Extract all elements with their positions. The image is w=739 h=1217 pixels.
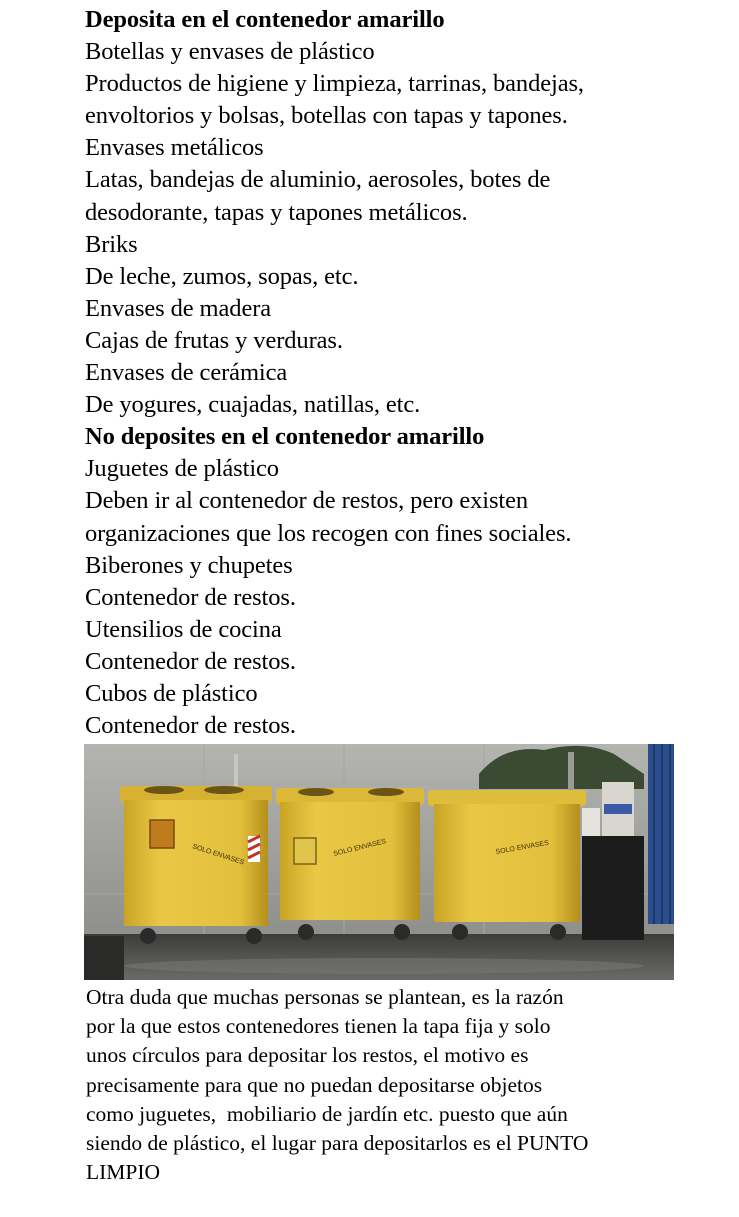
paragraph-line: LIMPIO xyxy=(86,1160,161,1185)
document-body xyxy=(85,4,715,742)
item-title-wood: Envases de madera xyxy=(85,294,272,322)
bin-label-middle: SOLO ENVASES xyxy=(332,838,387,858)
left-container xyxy=(120,786,272,944)
paragraph-line: Otra duda que muchas personas se plantean, es la razón xyxy=(86,985,564,1009)
item-title-metal: Envases metálicos xyxy=(85,134,264,162)
item-desc-kitchen-utensils: Contenedor de restos. xyxy=(85,647,296,675)
item-title-kitchen-utensils: Utensilios de cocina xyxy=(85,615,282,643)
item-title-toys: Juguetes de plástico xyxy=(85,455,279,483)
paragraph-line: siendo de plástico, el lugar para depositarlos es el PUNTO xyxy=(86,1131,589,1156)
item-desc-metal-1: Latas, bandejas de aluminio, aerosoles, botes de xyxy=(85,166,551,194)
bin-label-left: SOLO ENVASES xyxy=(191,843,245,867)
item-desc-plastic-2: envoltorios y bolsas, botellas con tapas y tapones. xyxy=(85,102,568,130)
cleaning-bottle xyxy=(582,808,600,836)
item-desc-metal-2: desodorante, tapas y tapones metálicos. xyxy=(85,198,468,226)
item-desc-toys-2: organizaciones que los recogen con fines sociales. xyxy=(85,519,572,547)
paragraph-line: unos círculos para depositar los restos, el motivo es xyxy=(86,1043,529,1068)
item-title-briks: Briks xyxy=(85,230,138,258)
paragraph-line: precisamente para que no puedan depositarse objetos xyxy=(86,1072,543,1097)
middle-container xyxy=(276,788,424,940)
item-desc-toys-1: Deben ir al contenedor de restos, pero existen xyxy=(85,487,529,515)
paragraph-line: como juguetes, mobiliario de jardín etc. puesto que aún xyxy=(86,1101,568,1126)
warning-sticker xyxy=(150,820,174,848)
paragraph-line: por la que estos contenedores tienen la tapa fija y solo xyxy=(86,1014,551,1039)
explanatory-paragraph xyxy=(86,983,726,1187)
item-desc-wood: Cajas de frutas y verduras. xyxy=(85,326,343,354)
pallet xyxy=(84,936,124,980)
item-title-ceramic: Envases de cerámica xyxy=(85,359,288,387)
item-title-plastic-buckets: Cubos de plástico xyxy=(85,679,258,707)
item-desc-ceramic: De yogures, cuajadas, natillas, etc. xyxy=(85,391,421,419)
yellow-containers-photo xyxy=(84,744,674,980)
item-desc-plastic-buckets: Contenedor de restos. xyxy=(85,712,296,740)
item-title-bottles-pacifiers: Biberones y chupetes xyxy=(85,551,293,579)
item-title-plastic-bottles: Botellas y envases de plástico xyxy=(85,38,375,66)
heading-deposit: Deposita en el contenedor amarillo xyxy=(85,6,445,33)
bin-label-right: SOLO ENVASES xyxy=(495,839,550,856)
item-desc-plastic-1: Productos de higiene y limpieza, tarrinas, bandejas, xyxy=(85,70,584,98)
right-container xyxy=(428,790,586,940)
item-desc-bottles-pacifiers: Contenedor de restos. xyxy=(85,583,296,611)
heading-do-not-deposit: No deposites en el contenedor amarillo xyxy=(85,423,485,451)
item-desc-briks: De leche, zumos, sopas, etc. xyxy=(85,262,359,290)
black-bin xyxy=(582,836,644,940)
